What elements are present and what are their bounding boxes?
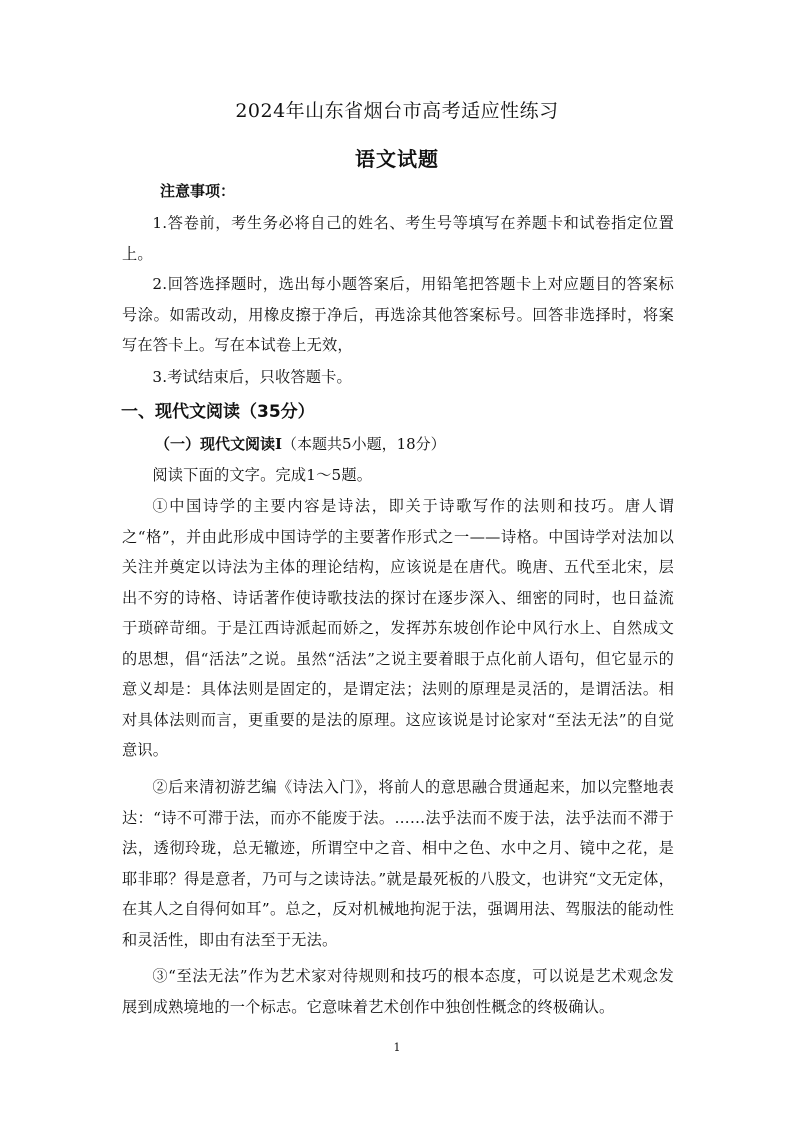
subsection-heading bbox=[155, 433, 446, 454]
article-paragraph-1: ①中国诗学的主要内容是诗法，即关于诗歌写作的法则和技巧。唐人谓之“格”，并由此形成中国诗学的主要著作形式之一——诗格。中国诗学对法加以关注并奠定以诗法为主体的理论结构，应该说是在唐代。晚唐、五代至北宋，层出不穷的诗格、诗话著作使诗歌技法的探讨在逐步深入、细密的同时，也日益流于琐碎苛细。于是江西诗派起而娇之，发挥苏东坡创作论中风行水上、自然成文的思想，倡“活法”之说。虽然“活法”之说主要着眼于点化前人语句，但它显示的意义却是：具体法则是固定的，是谓定法；法则的原理是灵活的，是谓活法。相对具体法则而言，更重要的是法的原理。这应该说是讨论家对“至法无法”的自觉意识。 bbox=[122, 497, 674, 759]
notice-item-2: 2.回答选择题时，选出每小题答案后，用铅笔把答题卡上对应题目的答案标号涂。如需改动，用橡皮擦于净后，再选涂其他答案标号。回答非选择时，将案写在答卡上。写在本试卷上无效， bbox=[122, 275, 674, 354]
subsection-note: （本题共5小题，18分） bbox=[282, 435, 446, 453]
article-paragraph-2: ②后来清初游艺编《诗法入门》，将前人的意思融合贯通起来，加以完整地表达：“诗不可滞于法，而亦不能废于法。……法乎法而不废于法，法乎法而不滞于法，透彻玲珑，总无辙迹，所谓空中之音、相中之色、水中之月、镜中之花，是耶非耶？得是意者，乃可与之读诗法。”就是最死板的八股文，也讲究“文无定体，在其人之自得何如耳”。总之，反对机械地拘泥于法，强调用法、驾服法的能动性和灵活性，即由有法至于无法。 bbox=[122, 778, 674, 949]
notice-heading: 注意事项： bbox=[160, 182, 236, 200]
article-paragraph-3: ③“至法无法”作为艺术家对待规则和技巧的根本态度，可以说是艺术观念发展到成熟境地的一个标志。它意味着艺术创作中独创性概念的终极确认。 bbox=[122, 967, 674, 1016]
exam-title: 2024年山东省烟台市高考适应性练习 bbox=[235, 100, 559, 122]
notice-item-1: 1.答卷前，考生务必将自己的姓名、考生号等填写在养题卡和试卷指定位置上。 bbox=[122, 214, 674, 263]
reading-instruction: 阅读下面的文字。完成1～5题。 bbox=[152, 466, 373, 484]
page-number: 1 bbox=[393, 1041, 401, 1054]
subsection-title: （一）现代文阅读Ⅰ bbox=[155, 435, 283, 453]
notice-item-3: 3.考试结束后，只收答题卡。 bbox=[152, 368, 352, 386]
exam-subject: 语文试题 bbox=[355, 147, 439, 171]
section-heading: 一、现代文阅读（35分） bbox=[121, 402, 315, 422]
